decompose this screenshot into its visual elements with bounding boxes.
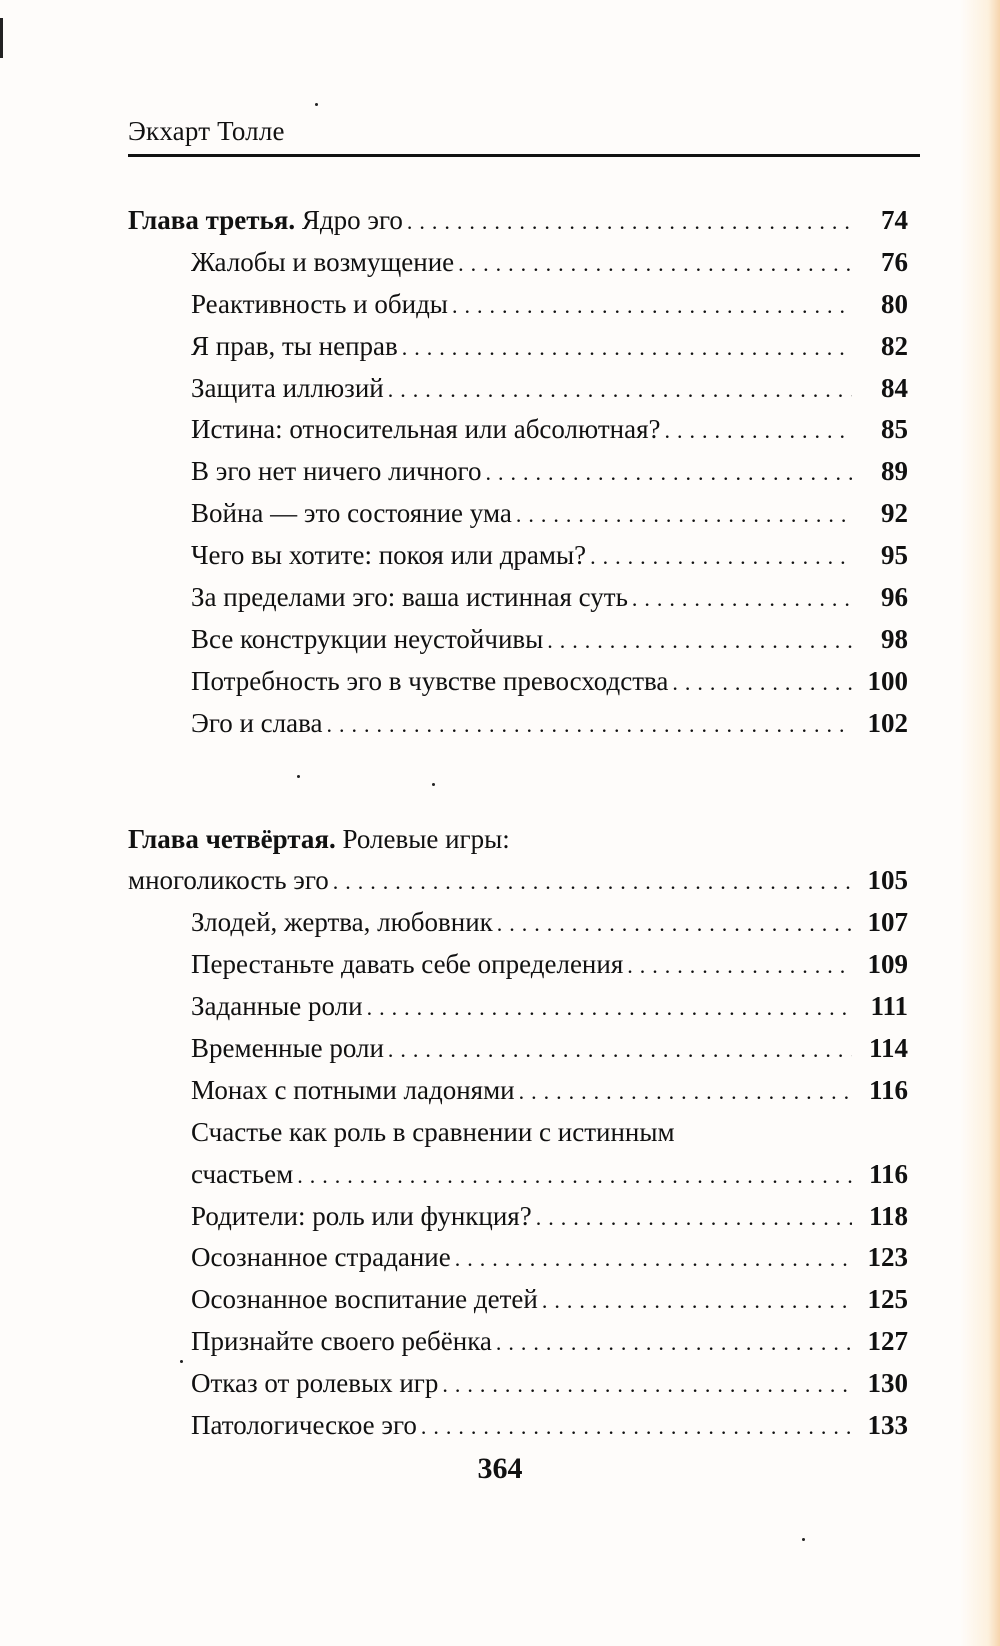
page-number: 89 [881, 456, 908, 487]
toc-entry[interactable]: За пределами эго: ваша истинная суть . . . 96 [128, 577, 908, 619]
toc-entry[interactable]: Защита иллюзий . . . 84 [128, 368, 908, 410]
page-number: 116 [868, 1158, 908, 1189]
toc-entry[interactable]: Жалобы и возмущение . . . 76 [128, 242, 908, 284]
dot-leader [442, 1364, 852, 1406]
page-number: 102 [867, 707, 908, 738]
page-edge-shading [960, 0, 1000, 1646]
dot-leader [421, 1406, 852, 1448]
dot-leader [458, 243, 852, 285]
dot-leader [496, 1322, 852, 1364]
print-speck [315, 103, 318, 106]
dot-leader [407, 201, 852, 243]
page-number: 125 [867, 1284, 908, 1315]
toc-chapter-4-heading[interactable] [128, 819, 908, 861]
page-number: 92 [881, 498, 908, 529]
toc-entry[interactable]: Потребность эго в чувстве превосходства . . . 100 [128, 661, 908, 703]
toc-entry[interactable]: Реактивность и обиды . . . 80 [128, 284, 908, 326]
toc-entry-multiline-start[interactable]: Счастье как роль в сравнении с истинным [191, 1116, 675, 1147]
table-of-contents [128, 200, 908, 1447]
dot-leader [297, 1155, 852, 1197]
scan-edge-mark [0, 18, 3, 58]
dot-leader [547, 620, 852, 662]
toc-entry[interactable]: Я прав, ты неправ . . . 82 [128, 326, 908, 368]
dot-leader [672, 662, 852, 704]
dot-leader [452, 285, 852, 327]
chapter-label: Глава третья. [128, 205, 296, 235]
page-number: 130 [867, 1368, 908, 1399]
page-number: 76 [881, 246, 908, 277]
page-number: 107 [867, 907, 908, 938]
dot-leader [455, 1238, 852, 1280]
toc-entry[interactable]: Патологическое эго . . . 133 [128, 1405, 908, 1447]
page-number: 114 [868, 1033, 908, 1064]
toc-chapter-3[interactable] [128, 200, 908, 242]
page-number: 82 [881, 330, 908, 361]
page-number: 74 [881, 205, 908, 235]
toc-entry[interactable]: Чего вы хотите: покоя или драмы? . . . 95 [128, 535, 908, 577]
toc-entry[interactable]: Монах с потными ладонями . . . 116 [128, 1070, 908, 1112]
toc-entry[interactable]: Злодей, жертва, любовник . . . 107 [128, 902, 908, 944]
page-number: 84 [881, 372, 908, 403]
dot-leader [485, 452, 852, 494]
toc-chapter-4[interactable] [128, 860, 908, 902]
dot-leader [402, 327, 852, 369]
page-number: 80 [881, 288, 908, 319]
page-number: 98 [881, 623, 908, 654]
toc-entry-multiline-end[interactable]: счастьем . . . 116 [128, 1154, 908, 1196]
page-number: 105 [867, 865, 908, 896]
page-number: 127 [867, 1326, 908, 1357]
print-speck [180, 1360, 183, 1363]
page-number: 109 [867, 949, 908, 980]
page-number: 100 [867, 665, 908, 696]
chapter-title-continued: многоликость эго [128, 865, 329, 896]
page-folio-number: 364 [477, 1452, 523, 1485]
header-rule [128, 154, 920, 157]
page-number: 133 [867, 1410, 908, 1441]
dot-leader [497, 903, 852, 945]
dot-leader [664, 410, 852, 452]
dot-leader [367, 987, 852, 1029]
page-number: 123 [867, 1242, 908, 1273]
page-number: 85 [881, 414, 908, 445]
dot-leader [388, 1029, 852, 1071]
page-number: 111 [870, 991, 908, 1022]
dot-leader [536, 1197, 852, 1239]
print-speck [802, 1538, 805, 1541]
print-speck [297, 775, 300, 778]
chapter-label: Глава четвёртая. [128, 823, 336, 854]
dot-leader [542, 1280, 852, 1322]
toc-entry[interactable]: Родители: роль или функция? . . . 118 [128, 1196, 908, 1238]
chapter-title: Глава четвёртая. Ролевые игры: [128, 823, 510, 854]
toc-entry[interactable]: Заданные роли . . . 111 [128, 986, 908, 1028]
dot-leader [333, 861, 852, 903]
print-speck [432, 783, 435, 786]
toc-entry[interactable]: В эго нет ничего личного . . . 89 [128, 451, 908, 493]
dot-leader [627, 945, 852, 987]
dot-leader [519, 1071, 852, 1113]
toc-entry[interactable]: Отказ от ролевых игр . . . 130 [128, 1363, 908, 1405]
page-number: 116 [868, 1074, 908, 1105]
toc-entry[interactable]: Эго и слава . . . 102 [128, 703, 908, 745]
toc-entry[interactable]: Перестаньте давать себе определения . . . 109 [128, 944, 908, 986]
toc-entry[interactable]: Временные роли . . . 114 [128, 1028, 908, 1070]
chapter-title: Глава третья. Ядро эго [128, 205, 403, 235]
toc-entry[interactable]: Война — это состояние ума . . . 92 [128, 493, 908, 535]
toc-entry[interactable]: Все конструкции неустойчивы . . . 98 [128, 619, 908, 661]
page-number: 96 [881, 582, 908, 613]
page-number: 118 [868, 1200, 908, 1231]
dot-leader [632, 578, 852, 620]
dot-leader [327, 704, 853, 746]
dot-leader [388, 369, 852, 411]
chapter-gap [128, 745, 908, 819]
toc-entry[interactable]: Осознанное воспитание детей . . . 125 [128, 1279, 908, 1321]
toc-entry[interactable]: Осознанное страдание . . . 123 [128, 1237, 908, 1279]
toc-entry[interactable]: Признайте своего ребёнка . . . 127 [128, 1321, 908, 1363]
toc-entry[interactable]: Истина: относительная или абсолютная? . . . 85 [128, 409, 908, 451]
page-number: 95 [881, 540, 908, 571]
running-head-author: Экхарт Толле [128, 116, 285, 146]
dot-leader [516, 494, 852, 536]
dot-leader [590, 536, 852, 578]
